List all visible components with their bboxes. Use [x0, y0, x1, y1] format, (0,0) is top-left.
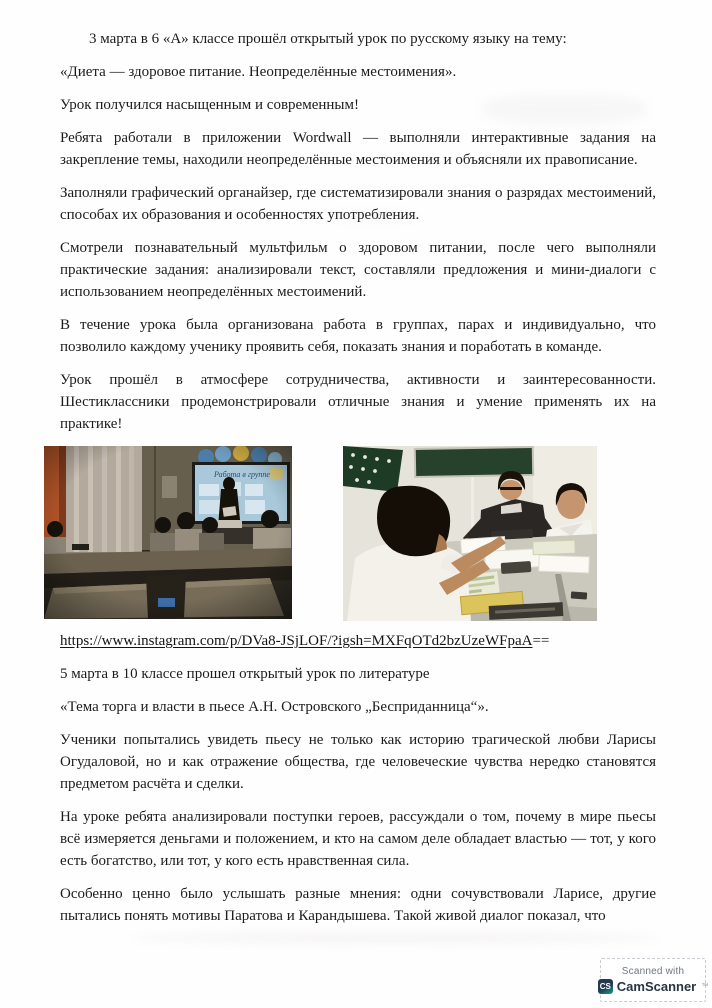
paragraph-opinions: Особенно ценно было услышать разные мнения: одни сочувствовали Ларисе, другие пытались понять мотивы Паратова и Карандышева. Такой живой диалог показал, что [60, 886, 656, 924]
camscanner-badge [599, 958, 709, 1002]
paragraph-atmosphere: Урок прошёл в атмосфере сотрудничества, активности и заинтересованности. Шестиклассники продемонстрировали отличные знания и умение применять их на практике! [60, 372, 656, 432]
instagram-link-line [60, 630, 656, 652]
paragraph-groupwork: В течение урока была организована работа в группах, парах и индивидуально, что позволило каждому ученику проявить себя, показать знания и поработать в команде. [60, 317, 656, 355]
instagram-link[interactable]: https://www.instagram.com/p/DVa8-JSjLOF/?igsh=MXFqOTd2bzUzeWFpaA [60, 633, 533, 649]
paragraph-lesson2-intro: 5 марта в 10 классе прошел открытый урок по литературе [60, 666, 430, 682]
photo-row [44, 446, 656, 621]
camscanner-scanned-with-label: Scanned with [621, 966, 685, 977]
paragraph-lesson1-intro: 3 марта в 6 «А» классе прошёл открытый урок по русскому языку на тему: [89, 31, 567, 47]
camscanner-trademark: ™ [701, 983, 709, 990]
paragraph-play-analysis: Ученики попытались увидеть пьесу не только как историю трагической любви Ларисы Огудаловой, но и как отражение общества, где человеческие чувства нередко становятся предметом расчёта и сделки. [60, 732, 656, 792]
photo-students-group-work [343, 446, 597, 621]
document-body [60, 28, 656, 938]
paragraph-wordwall: Ребята работали в приложении Wordwall — выполняли интерактивные задания на закрепление темы, находили неопределённые местоимения и объясняли их правописание. [60, 130, 656, 168]
photo-classroom-interactive-board [44, 446, 292, 619]
camscanner-logo-icon: CS [598, 979, 613, 994]
paragraph-lesson1-topic: «Диета — здоровое питание. Неопределённые местоимения». [60, 64, 457, 80]
paragraph-heroes-discussion: На уроке ребята анализировали поступки героев, рассуждали о том, почему в мире пьесы всё измеряется деньгами и положением, и кто на самом деле обладает властью — тот, у кого есть богатство, или тот, у кого есть нравственная сила. [60, 809, 656, 869]
classroom-photo-illustration [44, 446, 292, 619]
link-suffix: == [532, 633, 550, 649]
groupwork-photo-illustration [343, 446, 597, 621]
camscanner-brand-label: CamScanner [616, 979, 697, 994]
paragraph-organizer: Заполняли графический органайзер, где систематизировали знания о разрядах местоимений, способах их образования и особенностях употребления. [60, 185, 656, 223]
paragraph-lesson1-summary: Урок получился насыщенным и современным! [60, 97, 359, 113]
paragraph-lesson2-topic: «Тема торга и власти в пьесе А.Н. Островского „Бесприданница“». [60, 699, 489, 715]
paragraph-cartoon: Смотрели познавательный мультфильм о здоровом питании, после чего выполняли практические задания: анализировали текст, составляли предложения и мини-диалоги с использованием неопределённых местоимений. [60, 240, 656, 300]
